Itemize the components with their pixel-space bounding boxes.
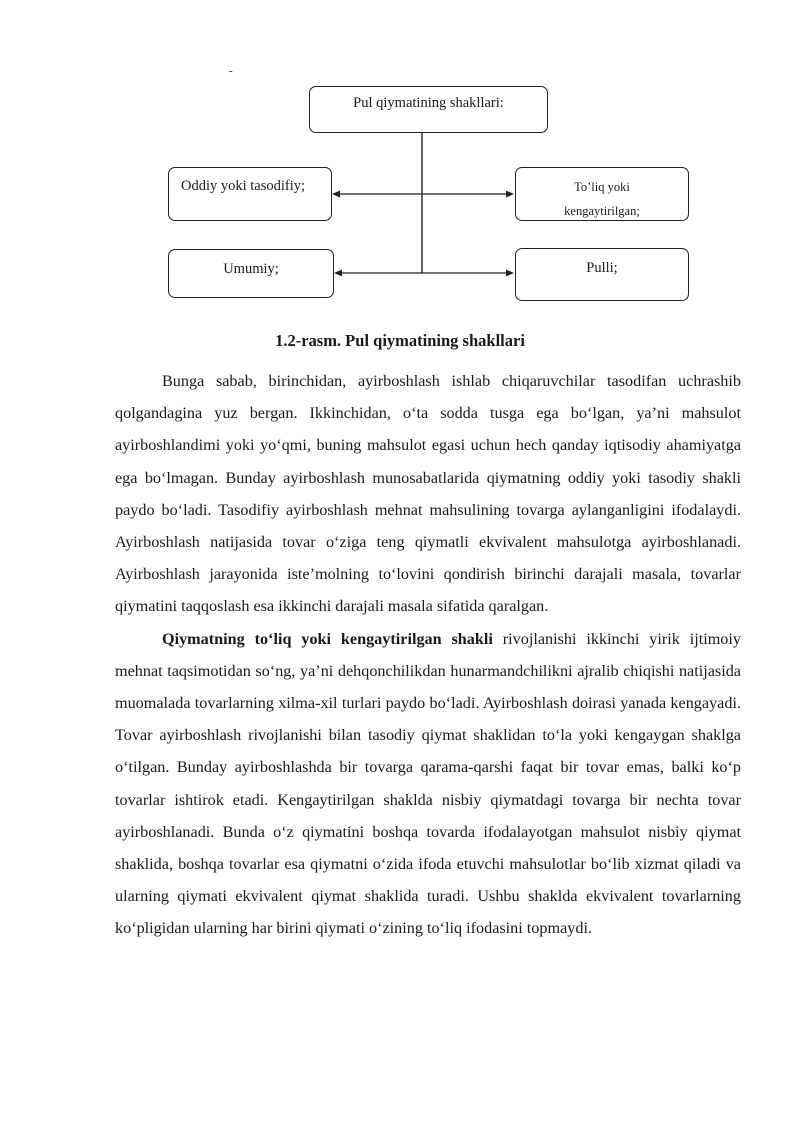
diagram-node-expanded-form: [515, 167, 689, 221]
node-label-middle-right: [516, 175, 688, 223]
paragraph-1: Bunga sabab, birinchidan, ayirboshlash ishlab chiqaruvchilar tasodifan uchrashib qolgandagina yuz bergan. Ikkinchidan, o‘ta sodda tusga ega bo‘lgan, ya’ni mahsulot ayirboshlandimi yoki yo‘qmi, buning mahsulot egasi uchun hech qanday iqtisodiy ahamiyatga ega bo‘lmagan. Bunday ayirboshlash munosabatlarida qiymatning oddiy yoki tasodiy shakli paydo bo‘ladi. Tasodifiy ayirboshlash mehnat mahsulining tovarga aylanganligini ifodalaydi. Ayirboshlash natijasida tovar o‘ziga teng qiymatli ekvivalent mahsulotga ayirboshlanadi. Ayirboshlash jarayonida iste’molning to‘lovini qondirish birinchi darajali masala, tovarlar qiymatini taqqoslash esa ikkinchi darajali masala sifatida qaralgan.: [115, 372, 741, 616]
forms-of-value-diagram: [0, 0, 800, 320]
figure-caption: 1.2-rasm. Pul qiymatining shakllari: [275, 331, 525, 350]
paragraph-2-text: rivojlanishi ikkinchi yirik ijtimoiy mehnat taqsimotidan so‘ng, ya’ni dehqonchilikdan hunarmandchilikni ajralib chiqishi natijasida muomalada tovarlarning xilma-xil turlari paydo bo‘ladi. Ayirboshlash doirasi yanada kengayadi. Tovar ayirboshlash rivojlanishi bilan tasodiy qiymat shaklidan to‘la yoki kengaygan shaklga o‘tilgan. Bunday ayirboshlashda bir tovarga qarama-qarshi faqat bir tovar emas, balki ko‘p tovarlar ishtirok etadi. Kengaytirilgan shaklda nisbiy qiymatdagi tovarga bir nechta tovar ayirboshlanadi. Bunda o‘z qiymatini boshqa tovarda ifodalayotgan mahsulot nisbiy qiymat shaklida, boshqa tovarlar esa qiymatni o‘zida ifoda etuvchi mahsulotlar bo‘lib xizmat qiladi va ularning qiymati ekvivalent qiymat shaklida turadi. Ushbu shaklda ekvivalent tovarlarning ko‘pligidan ularning har birini qiymati o‘zining to‘liq ifodasini topmaydi.: [115, 629, 741, 938]
paragraph-2-bold-term: Qiymatning to‘liq yoki kengaytirilgan shakli: [162, 629, 493, 648]
diagram-node-general-form: [168, 249, 334, 298]
node-label-middle-left: Oddiy yoki tasodifiy;: [181, 178, 306, 194]
diagram-node-money-form: [515, 248, 689, 301]
arrowhead-middle-left: [332, 191, 340, 198]
paragraph-2: [115, 623, 741, 945]
arrowhead-bottom-left: [334, 270, 342, 277]
arrowhead-bottom-right: [506, 270, 514, 277]
stray-mark: -: [229, 65, 233, 77]
node-label-middle-right-line1: To’liq yoki: [574, 180, 630, 194]
diagram-node-simple-form: [168, 167, 332, 221]
node-label-bottom-right: Pulli;: [586, 260, 618, 276]
node-label-middle-right-line2: kengaytirilgan;: [564, 204, 640, 218]
node-label-bottom-left: Umumiy;: [223, 261, 279, 277]
arrowhead-middle-right: [506, 191, 514, 198]
diagram-node-forms-of-value: [309, 86, 548, 133]
node-label-top: Pul qiymatining shakllari:: [353, 95, 504, 111]
body-text: [115, 365, 741, 945]
